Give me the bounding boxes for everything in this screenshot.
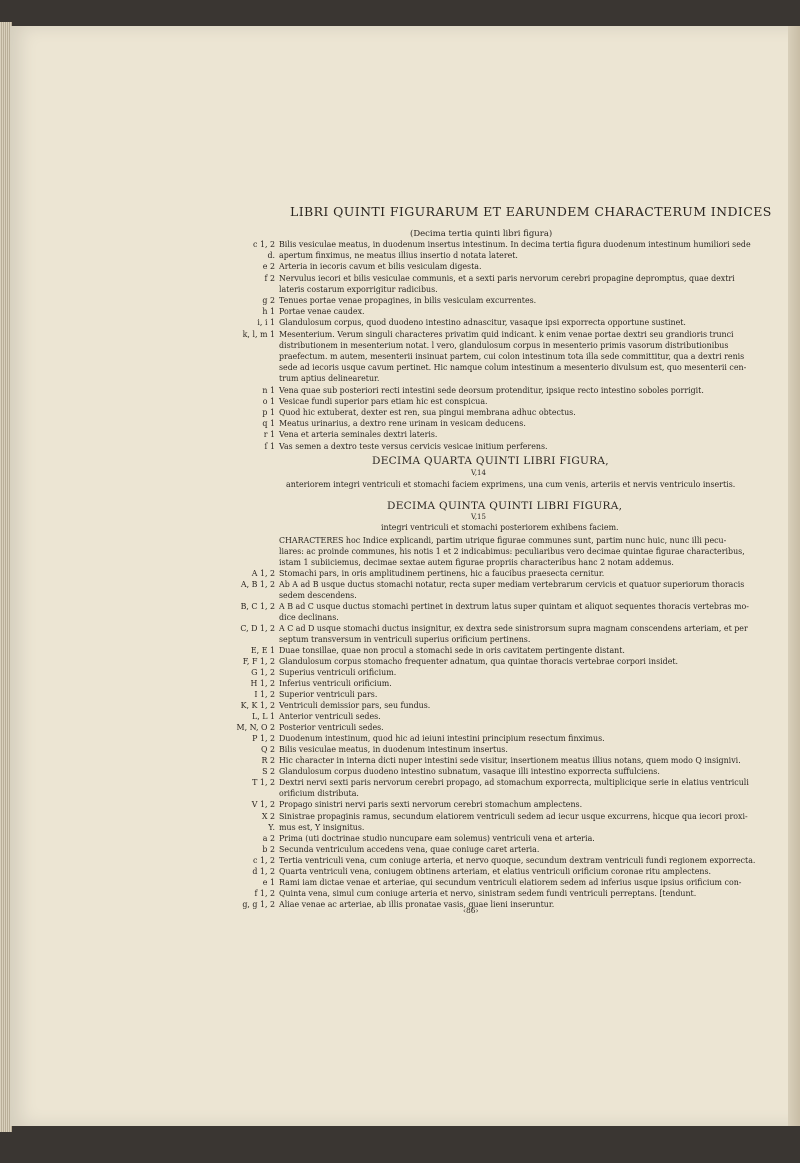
entry-description: Superius ventriculi orificium. xyxy=(279,668,397,678)
entry-description: mus est, Y insignitus. xyxy=(279,822,365,832)
entry-description: Quarta ventriculi vena, coniugem obtinens arteriam, et elatius ventriculi orificium coronae ritu amplectens. xyxy=(279,866,712,876)
entry-description: liares: ac proinde communes, his notis 1 et 2 indicabimus: peculiaribus vero decimae quintae figurae characteribus, xyxy=(279,547,745,557)
fig14-caption: anteriorem integri ventriculi et stomachi faciem exprimens, una cum venis, arteriis et nervis ventriculo insertis. xyxy=(286,480,736,489)
entry-description: Arteria in iecoris cavum et bilis vesiculam digesta. xyxy=(279,262,482,272)
entry-description: Ventriculi demissior pars, seu fundus. xyxy=(279,701,431,711)
entry-description: Aliae venae ac arteriae, ab illis pronatae vasis, quae lieni inseruntur. xyxy=(279,899,555,909)
entry-character-label: e 1 xyxy=(262,877,275,887)
entry-description: Superior ventriculi pars. xyxy=(279,690,378,700)
entry-character-label: o 1 xyxy=(262,396,275,406)
entry-description: sedem descendens. xyxy=(279,591,357,601)
entry-character-label: c 1, 2 xyxy=(253,855,275,865)
entry-character-label: r 1 xyxy=(263,430,275,440)
entry-character-label: a 2 xyxy=(262,833,275,843)
entry-description: Vena quae sub posteriori recti intestini sede deorsum protenditur, ipsique recto intestino soboles porrigit. xyxy=(279,385,704,395)
entry-character-label: p 1 xyxy=(262,408,275,417)
entry-character-label: A 1, 2 xyxy=(251,569,275,579)
entry-description: Mesenterium. Verum singuli characteres privatim quid indicant. k enim venae portae dextri seu grandioris trunci xyxy=(279,329,734,339)
entry-character-label: g, g 1, 2 xyxy=(242,899,275,909)
entry-description: Quinta vena, simul cum coniuge arteria et nervo, sinistram sedem fundi ventriculi perreptans. [tendunt. xyxy=(279,888,697,898)
entry-character-label: I 1, 2 xyxy=(254,690,275,700)
fig15-caption: integri ventriculi et stomachi posteriorem exhibens faciem. xyxy=(381,523,619,532)
entry-character-label: L, L 1 xyxy=(251,712,275,722)
entry-description: lateris costarum exporrigitur radicibus. xyxy=(279,284,438,294)
entry-character-label: Q 2 xyxy=(261,745,275,755)
entry-character-label: R 2 xyxy=(261,756,275,766)
entry-character-label: c 1, 2 xyxy=(253,240,275,249)
entry-character-label: T 1, 2 xyxy=(252,778,275,788)
entry-character-label: i, i 1 xyxy=(257,318,275,328)
entry-description: Sinistrae propaginis ramus, secundum elatiorem ventriculi sedem ad iecur usque excurrens, hicque qua iecori proxi- xyxy=(279,811,748,821)
entry-description: Anterior ventriculi sedes. xyxy=(279,712,381,722)
entry-description: CHARACTERES hoc Indice explicandi, partim utrique figurae communes sunt, partim nunc huic, nunc illi pecu- xyxy=(279,536,727,545)
entry-character-label: g 2 xyxy=(262,296,275,305)
entry-character-label: b 2 xyxy=(262,844,275,854)
entry-character-label: C, D 1, 2 xyxy=(240,624,275,634)
page-number: ‹86› xyxy=(463,906,479,915)
entry-description: Glandulosum corpus, quod duodeno intestino adnascitur, vasaque ipsi exporrecta opportune sustinet. xyxy=(279,318,686,328)
entry-description: Dextri nervi sexti paris nervorum cerebri propago, ad stomachum exporrecta, multiplicique serie in elatius ventriculi xyxy=(279,778,749,788)
entry-character-label: H 1, 2 xyxy=(250,679,275,689)
entry-character-label: X 2 xyxy=(261,811,275,821)
page-title: LIBRI QUINTI FIGURARUM ET EARUNDEM CHARACTERUM INDICES xyxy=(290,204,772,219)
entry-description: Ab A ad B usque ductus stomachi notatur, recta super mediam vertebrarum cervicis et quatuor superiorum thoracis xyxy=(279,580,745,590)
entry-description: septum transversum in ventriculi superius orificium pertinens. xyxy=(279,635,531,645)
entry-character-label: A, B 1, 2 xyxy=(240,580,275,590)
entry-character-label: k, l, m 1 xyxy=(242,329,275,339)
entry-character-label: h 1 xyxy=(262,307,275,317)
entry-description: A C ad D usque stomachi ductus insignitur, ex dextra sede sinistrorsum supra magnam conscendens arteriam, et per xyxy=(279,624,748,634)
entry-description: Bilis vesiculae meatus, in duodenum intestinum insertus. xyxy=(279,745,508,755)
entry-character-label: G 1, 2 xyxy=(251,668,275,678)
entry-description: dice declinans. xyxy=(279,613,339,623)
entry-description: trum aptius delinearetur. xyxy=(279,374,380,384)
entry-description: Tenues portae venae propagines, in bilis vesiculam excurrentes. xyxy=(279,296,537,305)
entry-description: Nervulus iecori et bilis vesiculae communis, et a sexti paris nervorum cerebri propagine depromptus, quae dextri xyxy=(279,273,735,283)
entry-description: Inferius ventriculi orificium. xyxy=(279,679,392,689)
entry-character-label: F, F 1, 2 xyxy=(242,657,275,667)
entry-character-label: f 1, 2 xyxy=(254,888,275,898)
entry-character-label: E, E 1 xyxy=(250,646,275,656)
entry-character-label: n 1 xyxy=(262,385,275,395)
entry-description: Duae tonsillae, quae non procul a stomachi sede in oris cavitatem pertingente distant. xyxy=(279,646,625,656)
entry-description: istam 1 subiiciemus, decimae sextae autem figurae propriis characteribus hanc 2 notam addemus. xyxy=(279,558,674,568)
entry-character-label: M, N, O 2 xyxy=(236,723,275,733)
entry-description: Prima (uti doctrinae studio nuncupare eam solemus) ventriculi vena et arteria. xyxy=(279,833,595,843)
entry-description: orificium distributa. xyxy=(279,789,359,799)
entry-description: Quod hic extuberat, dexter est ren, sua pingui membrana adhuc obtectus. xyxy=(279,408,576,417)
fig15-heading: DECIMA QUINTA QUINTI LIBRI FIGURA, xyxy=(387,500,623,512)
entry-description: Secunda ventriculum accedens vena, quae coniuge caret arteria. xyxy=(279,844,540,854)
entry-character-label: S 2 xyxy=(262,767,275,777)
entry-character-label: f 2 xyxy=(264,273,275,283)
entry-description: Propago sinistri nervi paris sexti nervorum cerebri stomachum amplectens. xyxy=(279,800,583,810)
entry-character-label: e 2 xyxy=(262,262,275,272)
entry-character-label: P 1, 2 xyxy=(252,734,275,744)
entry-character-label: B, C 1, 2 xyxy=(240,602,275,612)
entry-description: Meatus urinarius, a dextro rene urinam in vesicam deducens. xyxy=(279,419,526,429)
entry-description: Vena et arteria seminales dextri lateris. xyxy=(279,430,438,440)
entry-description: Hic character in interna dicti nuper intestini sede visitur, insertionem meatus illius notans, quem modo Q insignivi. xyxy=(279,756,741,766)
entry-description: Posterior ventriculi sedes. xyxy=(279,723,384,733)
fig14-number: V,14 xyxy=(471,469,486,477)
figure-subtitle: (Decima tertia quinti libri figura) xyxy=(410,229,553,239)
entry-character-label: K, K 1, 2 xyxy=(240,701,275,711)
entry-description: Vesicae fundi superior pars etiam hic est conspicua. xyxy=(279,396,488,406)
entry-description: Vas semen a dextro teste versus cervicis vesicae initium perferens. xyxy=(279,441,548,451)
entry-description: praefectum. m autem, mesenterii insinuat partem, cui colon intestinum tota illa sede committitur, qua a dextri renis xyxy=(279,352,745,361)
entry-description: Tertia ventriculi vena, cum coniuge arteria, et nervo quoque, secundum dextram ventriculi fundi regionem exporrecta. xyxy=(279,855,756,865)
entry-description: Bilis vesiculae meatus, in duodenum insertus intestinum. In decima tertia figura duodenum intestinum humiliori sede xyxy=(279,240,751,249)
entry-character-label: ſ 1 xyxy=(264,441,275,451)
entry-description: A B ad C usque ductus stomachi pertinet in dextrum latus super quintam et aliquot sequentes thoracis vertebras mo- xyxy=(279,602,749,612)
entry-description: Portae venae caudex. xyxy=(279,307,365,317)
entry-description: Glandulosum corpus stomacho frequenter adnatum, qua quintae thoracis vertebrae corpori insidet. xyxy=(279,657,679,667)
entry-character-label: V 1, 2 xyxy=(251,800,275,810)
entry-character-label: d 1, 2 xyxy=(252,866,275,876)
entry-description: Stomachi pars, in oris amplitudinem pertinens, hic a faucibus praesecta cernitur. xyxy=(279,569,605,579)
entry-character-label: q 1 xyxy=(262,419,275,429)
entry-character-label: d. xyxy=(267,251,275,261)
fig15-number: V,15 xyxy=(471,513,486,521)
entry-description: distributionem in mesenterium notat. l vero, glandulosum corpus in mesenterio primis vasorum distributionibus xyxy=(279,340,729,350)
entry-character-label: Y. xyxy=(268,822,275,832)
fig14-heading: DECIMA QUARTA QUINTI LIBRI FIGURA, xyxy=(372,455,609,467)
entry-description: apertum finximus, ne meatus illius insertio d notata lateret. xyxy=(279,251,518,261)
entry-description: Rami iam dictae venae et arteriae, qui secundum ventriculi elatiorem sedem ad inferius usque ipsius orificium con- xyxy=(279,877,742,887)
entry-description: Duodenum intestinum, quod hic ad ieiuni intestini principium resectum finximus. xyxy=(279,734,605,744)
entry-description: Glandulosum corpus duodeno intestino subnatum, vasaque illi intestino exporrecta suffulciens. xyxy=(279,767,660,777)
entry-description: sede ad iecoris usque cavum pertinet. Hic namque colum intestinum a mesenterio divulsum est, quo mesenterii cen- xyxy=(279,363,747,373)
